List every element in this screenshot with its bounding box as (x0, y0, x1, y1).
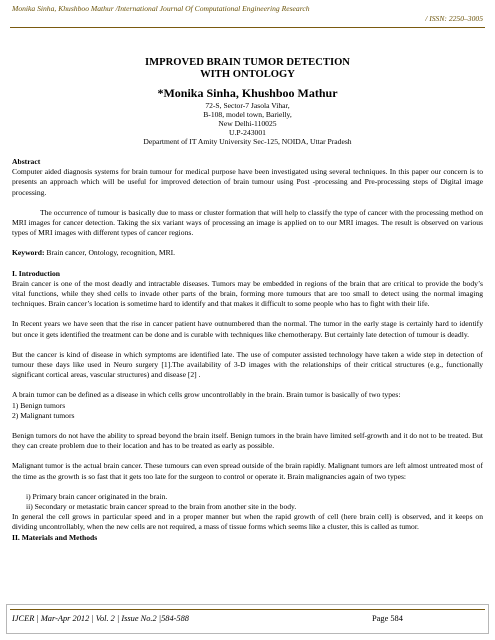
section-heading-methods: II. Materials and Methods (12, 532, 98, 542)
list-item: ii) Secondary or metastatic brain cancer spread to the brain from another site in the body. (26, 502, 297, 512)
paper-title-line1: IMPROVED BRAIN TUMOR DETECTION (145, 57, 350, 68)
list-item: 2) Malignant tumors (12, 410, 75, 420)
abstract-heading: Abstract (12, 157, 41, 166)
section-heading-introduction: I. Introduction (12, 268, 60, 278)
author-names: *Monika Sinha, Khushboo Mathur (157, 86, 338, 100)
affiliation-line: U.P-243001 (229, 128, 266, 137)
body-paragraph: Benign tumors do not have the ability to spread beyond the brain itself. Benign tumors in the brain have limited self-growth and it do not to be treated. But they can create problem due to their location and has to be treated as early as possible. (12, 431, 483, 451)
header-rule (10, 27, 485, 28)
running-header-authors: Monika Sinha, Khushboo Mathur /International Journal Of Computational Engineering Research (12, 4, 310, 13)
affiliation-line: Department of IT Amity University Sec-125, NOIDA, Uttar Pradesh (143, 137, 352, 146)
footer-rule (10, 609, 485, 610)
footer-citation: IJCER | Mar-Apr 2012 | Vol. 2 | Issue No.2 |584-588 (12, 614, 189, 623)
page-number: Page 584 (372, 614, 403, 623)
affiliation-line: New Delhi-110025 (218, 119, 277, 128)
body-paragraph: A brain tumor can be defined as a disease in which cells grow uncontrollably in the brain. Brain tumor is basically of two types: (12, 390, 401, 400)
abstract-paragraph: The occurrence of tumour is basically due to mass or cluster formation that will help to classify the type of cancer with the processing method on MRI images for cancer detection. Taking the six variant ways of processing an image is applied on to our MRI images. The result is observed on various types of MRI images with different types of cancer regions. (12, 207, 483, 238)
body-paragraph: But the cancer is kind of disease in which symptoms are identified late. The use of computer assisted technology have taken a wide step in detection of tumour these days like used in Neuro surgery [1].The availability of 3-D images with the relationships of their critical structures (e.g., functionally significant cortical areas, vascular structures) and disease [2] . (12, 349, 483, 380)
body-paragraph: In general the cell grows in particular speed and in a proper manner but when the rapid growth of cell (here brain cell) is observed, and it keeps on dividing uncontrollably, when the new cells are not required, a mass of tissue forms which seems like a cluster, this is called as tumor. (12, 512, 483, 532)
paper-body (12, 157, 483, 543)
affiliation-line: B-108, model town, Barielly, (203, 110, 292, 119)
abstract-paragraph: Computer aided diagnosis systems for brain tumour for medical purpose have been investigated using several techniques. In this paper our concern is to presents an approach which will be useful for improved detection of brain tumour using Post -processing and Pre-processing steps of Digital image processing. (12, 167, 483, 197)
paper-title-line2: WITH ONTOLOGY (200, 69, 295, 80)
keywords-text: Brain cancer, Ontology, recognition, MRI. (44, 248, 176, 258)
keywords-line (12, 248, 483, 258)
list-item: i) Primary brain cancer originated in the brain. (26, 491, 168, 501)
body-paragraph: Malignant tumor is the actual brain cancer. These tumours can even spread outside of the brain rapidly. Malignant tumors are left almost untreated most of the time as the growth is so fast that it gets too late for the surgeon to control or operate it. Brain malignancies again of two types: (12, 461, 483, 481)
list-item: 1) Benign tumors (12, 400, 66, 410)
body-paragraph: In Recent years we have seen that the rise in cancer patient have outnumbered than the normal. The tumor in the early stage is certainly hard to identify but once it gets identified the treatment can be done and is curable with techniques like chemotherapy. But certainly late detection of tumour is deadly. (12, 319, 483, 339)
affiliation-line: 72-S, Sector-7 Jasola Vihar, (205, 101, 290, 110)
keywords-label: Keyword: (12, 248, 45, 258)
body-paragraph: Brain cancer is one of the most deadly and intractable diseases. Tumors may be embedded in regions of the brain that are critical to provide the body’s vital functions, while they shed cells to invade other parts of the brain, forming more tumours that are too small to detect using the normal imaging techniques. Brain cancer’s location is sometime hard to identify and that makes it difficult to some people who has to fight with their life. (12, 278, 483, 309)
running-header-issn: / ISSN: 2250–3005 (425, 14, 483, 23)
